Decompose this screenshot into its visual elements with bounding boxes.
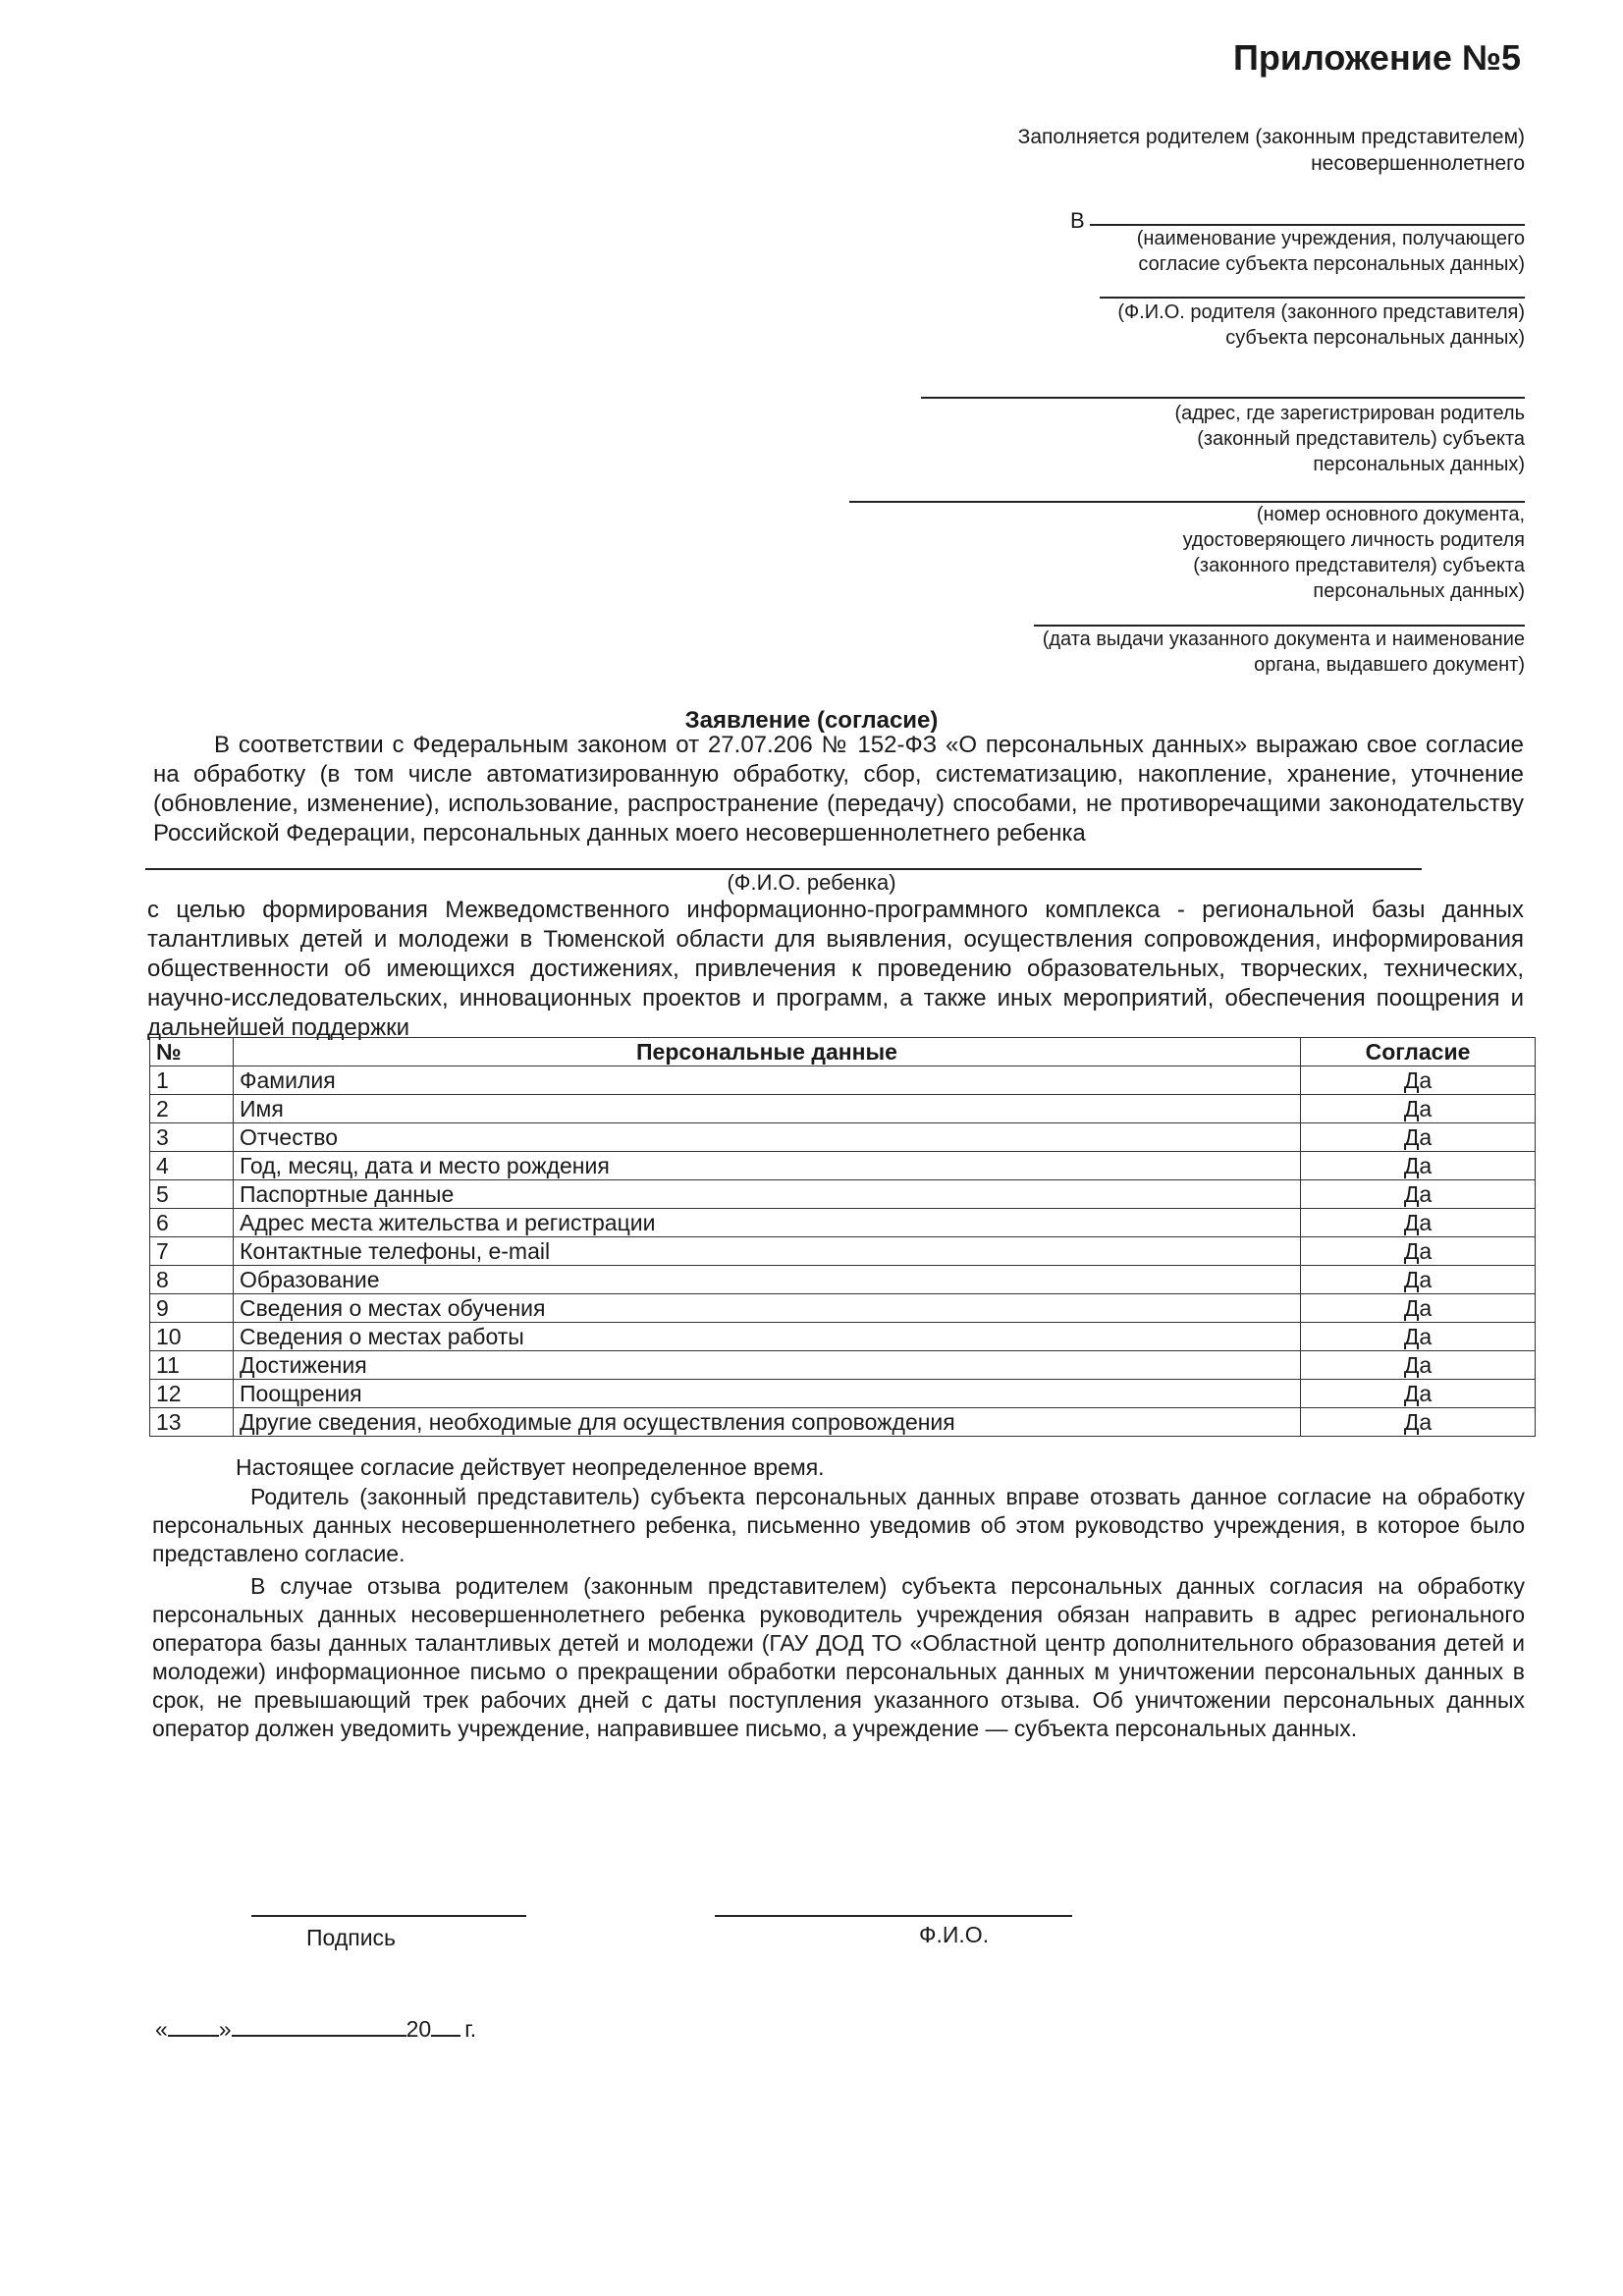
column-header-number: №: [150, 1038, 234, 1066]
revoke-paragraph: Родитель (законный представитель) субъекта персональных данных вправе отозвать данное согласие на обработку персональных данных несовершеннолетнего ребенка, письменно уведомив об этом руководство учреждения, в которое было представлено согласие.: [152, 1484, 1525, 1566]
child-name-caption: (Ф.И.О. ребенка): [727, 870, 896, 895]
table-row: [150, 1351, 1536, 1380]
row-item: Образование: [234, 1266, 1301, 1294]
row-consent[interactable]: Да: [1301, 1294, 1536, 1323]
signature-field-line[interactable]: [251, 1915, 526, 1917]
row-item: Адрес места жительства и регистрации: [234, 1209, 1301, 1237]
row-item: Достижения: [234, 1351, 1301, 1380]
row-consent[interactable]: Да: [1301, 1180, 1536, 1209]
parent-name-field-line[interactable]: [1100, 297, 1525, 299]
table-row: [150, 1408, 1536, 1437]
table-row: [150, 1266, 1536, 1294]
row-consent[interactable]: Да: [1301, 1380, 1536, 1408]
statement-intro: В соответствии с Федеральным законом от 27.07.206 № 152-ФЗ «О персональных данных» выражаю свое согласие на обработку (в том числе автоматизированную обработку, сбор, систематизацию, накопление, хранение, уточнение (обновление, изменение), использование, распространение (передачу) способами, не противоречащими законодательству Российской Федерации, персональных данных моего несовершеннолетнего ребенка: [153, 732, 1524, 847]
table-header-row: [150, 1038, 1536, 1066]
row-item: Поощрения: [234, 1380, 1301, 1408]
date-day-field[interactable]: [168, 2015, 219, 2037]
full-name-field-line[interactable]: [715, 1915, 1072, 1917]
address-field-line[interactable]: [921, 397, 1525, 399]
row-number: 11: [150, 1351, 234, 1380]
parent-name-caption: (Ф.И.О. родителя (законного представителя) субъекта персональных данных): [1117, 301, 1525, 349]
row-number: 13: [150, 1408, 234, 1437]
date-month-field[interactable]: [232, 2015, 406, 2037]
row-consent[interactable]: Да: [1301, 1266, 1536, 1294]
row-consent[interactable]: Да: [1301, 1351, 1536, 1380]
table-row: [150, 1209, 1536, 1237]
row-number: 1: [150, 1066, 234, 1095]
full-name-label: Ф.И.О.: [919, 1922, 990, 1947]
row-number: 4: [150, 1152, 234, 1180]
document-heading: Заявление (согласие): [684, 707, 939, 734]
appendix-title: Приложение №5: [1232, 37, 1521, 78]
institution-caption: (наименование учреждения, получающего согласие субъекта персональных данных): [1136, 228, 1525, 275]
date-open-quote: «: [155, 2016, 168, 2042]
table-row: [150, 1095, 1536, 1123]
to-prefix: В: [1070, 208, 1085, 233]
table-row: [150, 1180, 1536, 1209]
row-number: 6: [150, 1209, 234, 1237]
row-item: Другие сведения, необходимые для осуществления сопровождения: [234, 1408, 1301, 1437]
address-caption: (адрес, где зарегистрирован родитель (законный представитель) субъекта персональных данных): [1174, 403, 1525, 475]
row-number: 3: [150, 1123, 234, 1152]
id-document-caption: (номер основного документа, удостоверяющего личность родителя (законного представителя) субъекта персональных данных): [1182, 504, 1525, 602]
row-consent[interactable]: Да: [1301, 1066, 1536, 1095]
row-consent[interactable]: Да: [1301, 1123, 1536, 1152]
statement-purpose: с целью формирования Межведомственного информационно-программного комплекса - региональной базы данных талантливых детей и молодежи в Тюменской области для выявления, осуществления сопровождения, информирования общественности об имеющихся достижениях, привлечения к проведению образовательных, творческих, технических, научно-исследовательских, инновационных проектов и программ, а также иных мероприятий, обеспечения поощрения и дальнейшей поддержки: [147, 897, 1524, 1041]
column-header-personal-data: Персональные данные: [234, 1038, 1301, 1066]
table-row: [150, 1123, 1536, 1152]
date-close-quote: »: [218, 2016, 232, 2042]
row-number: 2: [150, 1095, 234, 1123]
row-consent[interactable]: Да: [1301, 1209, 1536, 1237]
table-row: [150, 1152, 1536, 1180]
row-consent[interactable]: Да: [1301, 1152, 1536, 1180]
date-line: [155, 2015, 476, 2043]
row-item: Отчество: [234, 1123, 1301, 1152]
date-year-prefix: 20: [406, 2016, 432, 2042]
consent-table: [149, 1037, 1536, 1437]
row-item: Имя: [234, 1095, 1301, 1123]
row-consent[interactable]: Да: [1301, 1408, 1536, 1437]
withdrawal-paragraph: В случае отзыва родителем (законным представителем) субъекта персональных данных согласия на обработку персональных данных несовершеннолетнего ребенка руководитель учреждения обязан направить в адрес регионального оператора базы данных талантливых детей и молодежи (ГАУ ДОД ТО «Областной центр дополнительного образования детей и молодежи) информационное письмо о прекращении обработки персональных данных м уничтожении персональных данных в срок, не превышающий трек рабочих дней с даты поступления указанного отзыва. Об уничтожении персональных данных оператор должен уведомить учреждение, направившее письмо, а учреждение — субъекта персональных данных.: [152, 1573, 1525, 1741]
column-header-consent: Согласие: [1301, 1038, 1536, 1066]
table-row: [150, 1380, 1536, 1408]
table-row: [150, 1294, 1536, 1323]
row-consent[interactable]: Да: [1301, 1323, 1536, 1351]
table-row: [150, 1323, 1536, 1351]
signature-label: Подпись: [306, 1925, 397, 1950]
row-number: 8: [150, 1266, 234, 1294]
row-item: Сведения о местах работы: [234, 1323, 1301, 1351]
row-item: Год, месяц, дата и место рождения: [234, 1152, 1301, 1180]
row-number: 10: [150, 1323, 234, 1351]
filled-by-note: Заполняется родителем (законным представителем) несовершеннолетнего: [1017, 126, 1525, 175]
table-row: [150, 1066, 1536, 1095]
issue-caption: (дата выдачи указанного документа и наименование органа, выдавшего документ): [1042, 629, 1525, 676]
table-row: [150, 1237, 1536, 1266]
row-item: Паспортные данные: [234, 1180, 1301, 1209]
validity-note: Настоящее согласие действует неопределенное время.: [236, 1454, 825, 1480]
date-year-field[interactable]: [431, 2015, 460, 2037]
row-item: Сведения о местах обучения: [234, 1294, 1301, 1323]
row-item: Контактные телефоны, e-mail: [234, 1237, 1301, 1266]
row-number: 9: [150, 1294, 234, 1323]
row-consent[interactable]: Да: [1301, 1095, 1536, 1123]
row-item: Фамилия: [234, 1066, 1301, 1095]
row-number: 7: [150, 1237, 234, 1266]
row-number: 12: [150, 1380, 234, 1408]
date-year-suffix: г.: [464, 2016, 477, 2042]
row-consent[interactable]: Да: [1301, 1237, 1536, 1266]
row-number: 5: [150, 1180, 234, 1209]
